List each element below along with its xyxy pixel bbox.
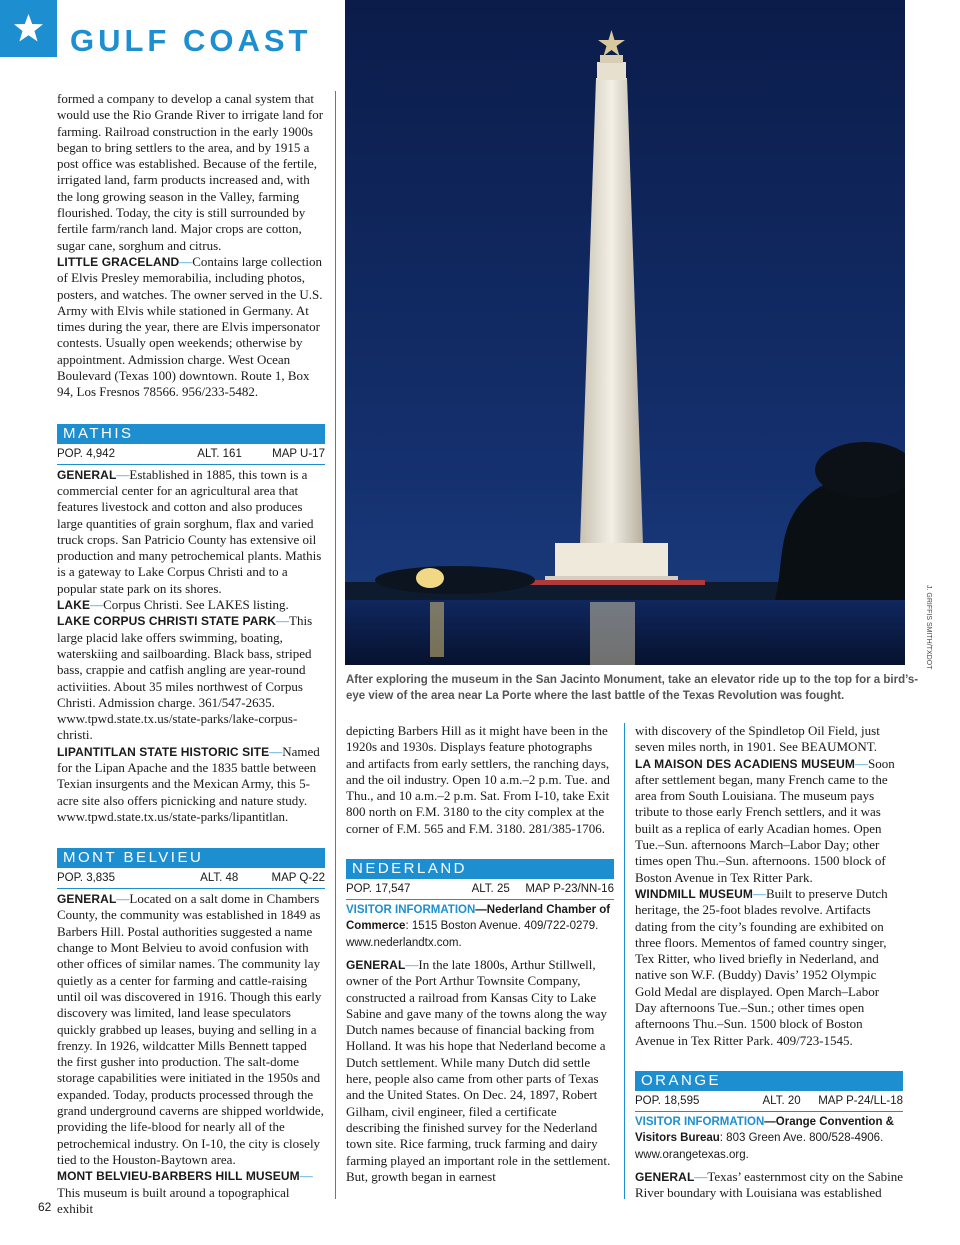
windmill-museum: WINDMILL MUSEUM—Built to preserve Dutch heritage, the 25-foot blades revolve. Artifacts dating from the city’s founding are exhibited on three floors. Mementos of famed country singer, Tex Ritter, who lived briefly in Nederland, and native son W.F. (Buddy) Davis’ 1952 Olympic Gold Medal are displayed. Open March–Labor Day afternoons Tue.–Sun.; other times open afternoons Thu.–Sun. 1500 block of Boston Avenue in Tex Ritter Park. 409/723-1545.	[635, 885, 888, 1048]
star-icon	[13, 13, 44, 43]
mont-belvieu-museum: MONT BELVIEU-BARBERS HILL MUSEUM—This museum is built around a topographical exhibit	[57, 1168, 313, 1216]
photo-caption: After exploring the museum in the San Jacinto Monument, take an elevator ride up to the top for a bird’s-eye view of the area near La Porte where the last battle of the Texas Revolution was fought.	[346, 674, 919, 702]
page-number: 62	[38, 1200, 52, 1214]
mathis-general: GENERAL—Established in 1885, this town is a commercial center for an agricultural area that features livestock and cotton and also produces large quantities of grain sorghum, flax and varied truck crops. San Patricio County has extensive oil production and many petrochemical plants. Mathis is a gateway to Lake Corpus Christi and to a popular state park on its shores.	[57, 466, 322, 596]
mathis-lake: LAKE—Corpus Christi. See LAKES listing.	[57, 597, 289, 613]
orange-stats: POP. 18,595 ALT. 20 MAP P-24/LL-18	[635, 1094, 903, 1112]
nederland-continued: with discovery of the Spindletop Oil Field, just seven miles north, in 1901. See BEAUMONT.	[635, 723, 880, 755]
mathis-heading: MATHIS	[57, 424, 325, 444]
mont-belvieu-heading: MONT BELVIEU	[57, 848, 325, 868]
mathis-stats: POP. 4,942 ALT. 161 MAP U-17	[57, 447, 325, 465]
column-2	[346, 723, 614, 1185]
nederland-stats: POP. 17,547 ALT. 25 MAP P-23/NN-16	[346, 882, 614, 900]
orange-general: GENERAL—Texas’ easternmost city on the Sabine River boundary with Louisiana was established	[635, 1168, 903, 1201]
section-star-box	[0, 0, 57, 57]
nederland-general: GENERAL—In the late 1800s, Arthur Stillwell, owner of the Port Arthur Townsite Company, constructed a railroad from Kansas City to Lake Sabine and gave many of the towns along the way Dutch names because of financial backing from Holland. It was his hope that Nederland become a Dutch settlement. While many Dutch did settle here, people also came from other parts of Texas and the United States. On Dec. 24, 1897, Robert Gilham, civil engineer, filed a certificate describing the finished survey for the Nederland town site. Rice farming, truck farming and dairy farming played an important role in the settlement. But, growth began in earnest	[346, 956, 611, 1184]
column-divider	[624, 723, 625, 1199]
section-title: GULF COAST	[70, 23, 312, 58]
orange-visitor-info: VISITOR INFORMATION—Orange Convention & Visitors Bureau: 803 Green Ave. 800/528-4906. www.orangetexas.org.	[635, 1115, 894, 1161]
nederland-visitor-info: VISITOR INFORMATION—Nederland Chamber of Commerce: 1515 Boston Avenue. 409/722-0279. www.nederlandtx.com.	[346, 904, 611, 949]
graceland-entry: LITTLE GRACELAND—Contains large collection of Elvis Presley memorabilia, including photos, posters, and watches. The owner served in the U.S. Army with Elvis while stationed in Germany. At times during the year, there are Elvis impersonator contests. Usually open weekends; otherwise by appointment. Admission charge. West Ocean Boulevard (Texas 100) downtown. Route 1, Box 94, Los Fresnos 78566. 956/233-5482.	[57, 253, 323, 400]
column-1	[57, 91, 325, 1217]
column-3	[635, 723, 903, 1201]
mont-belvieu-general: GENERAL—Located on a salt dome in Chambers County, the community was established in 1849 as Barbers Hill. Postal authorities suggested a name change to Mont Belvieu to avoid confusion with other offices of similar names. The community lay quietly as a center for farming and cattle-raising until oil was discovered in 1916. Though this early discovery was limited, land lease speculators quickly grabbed up leases, buying and selling in a frenzy. In 1926, wildcatter Mills Bennett tapped the first gusher into production. The salt-dome storage capabilities were initiated in the 1950s and expanded. Today, products processed through the grand underground caverns are shipped worldwide, providing the life-blood for nearly all of the petrochemical industry. On I-10, the city is closely tied to the Houston-Baytown area.	[57, 891, 324, 1167]
mont-belvieu-stats: POP. 3,835 ALT. 48 MAP Q-22	[57, 871, 325, 889]
museum-continued: depicting Barbers Hill as it might have been in the 1920s and 1930s. Displays feature photographs and artifacts from early settlers, the ranching days, and the oil industry. Open 10 a.m.–2 p.m. Tue. and Thu., and 10 a.m.–2 p.m. Sat. From I-10, take Exit 800 north on F.M. 3180 to the city complex at the corner of F.M. 565 and F.M. 3180. 281/385-1706.	[346, 723, 610, 836]
mathis-state-park: LAKE CORPUS CHRISTI STATE PARK—This large placid lake offers swimming, boating, waterskiing and sailboarding. Black bass, striped bass, crappie and catfish angling are year-round activiities. About 35 miles northwest of Corpus Christi. Admission charge. 361/547-2635. www.tpwd.state.tx.us/state-parks/lake-corpus-christi.	[57, 613, 313, 743]
nederland-heading: NEDERLAND	[346, 859, 614, 879]
photo-credit: J. GRIFFIS SMITH/TXDOT	[925, 585, 932, 670]
acadiens-museum: LA MAISON DES ACADIENS MUSEUM—Soon after settlement began, many French came to the area from South Louisiana. The museum pays tribute to those early French settlers, and it was built as a replica of early Acadian homes. Open Tue.–Sun. afternoons March–Labor Day; other times open Thu.–Sun. afternoons. 1500 block of Boston Avenue in Tex Ritter Park.	[635, 755, 895, 885]
column-divider	[335, 91, 336, 1199]
mathis-lipantitlan: LIPANTITLAN STATE HISTORIC SITE—Named for the Lipan Apache and the 1835 battle between Texian insurgents and the Mexican Army, this 5-acre site also offers picnicking and nature study. www.tpwd.state.tx.us/state-parks/lipantitlan.	[57, 743, 320, 824]
san-jacinto-monument-photo	[345, 0, 905, 665]
orange-heading: ORANGE	[635, 1071, 903, 1091]
intro-paragraph: formed a company to develop a canal system that would use the Rio Grande River to irrigate land for farming. Railroad construction in the early 1900s began to bring settlers to the area, and by 1915 a post office was established. Because of the fertile, irrigated land, farm products increased and, with the long growing season in the Valley, farming flourished. Today, the city is still surrounded by fertile farm/ranch land. Major crops are cotton, sugar cane, sorghum and citrus.	[57, 91, 324, 253]
